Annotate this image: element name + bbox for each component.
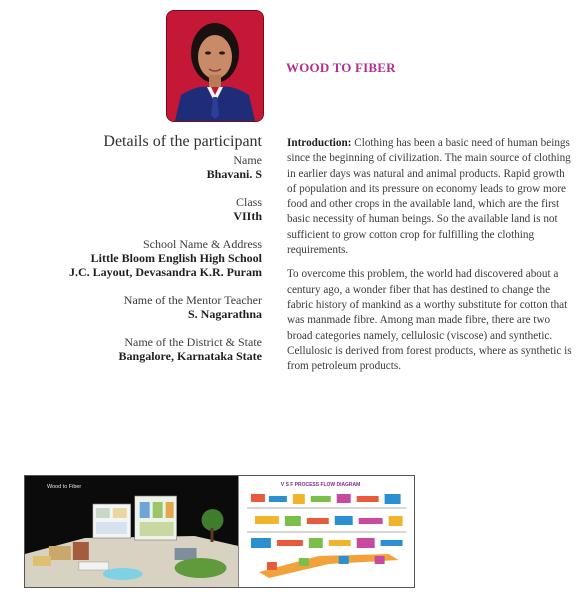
district-state: Bangalore, Karnataka State — [118, 349, 262, 363]
process-flow-diagram — [238, 476, 414, 587]
second-paragraph: To overcome this problem, the world had discovered about a century ago, a wonder fiber that has destined to change the fabric history of mankind as a worthy substitute for cotton that was manmade fibre. Among man made fibre, there are two broad categories namely, cellulosic (viscose) and synthetic. Cellulosic is derived from forest products, where as synthetic is from petroleum products. — [287, 268, 572, 373]
district-label: Name of the District & State — [124, 335, 262, 349]
participant-name: Bhavani. S — [206, 167, 262, 181]
article-title: WOOD TO FIBER — [286, 60, 396, 75]
school-label: School Name & Address — [143, 237, 262, 251]
article-body — [287, 136, 574, 383]
school-name: Little Bloom English High School — [90, 251, 262, 265]
class-label: Class — [235, 195, 262, 209]
intro-text: Clothing has been a basic need of human beings since the beginning of civilization. The main source of clothing in earlier days was natural and animal products. Rapid growth of population and its pressure on economy leads to grow more food and other crops in the available land, which are the first basic necessity of human beings. So the available land is not sufficient to grow cotton crop for fulfilling the clothing requirements. — [287, 137, 571, 257]
participant-details — [40, 133, 262, 363]
mentor-label: Name of the Mentor Teacher — [123, 293, 262, 307]
participant-photo — [166, 10, 264, 122]
intro-paragraph — [287, 136, 574, 258]
model-photo — [25, 476, 238, 587]
figure-strip — [24, 475, 415, 588]
diagram-caption: V S F PROCESS FLOW DIAGRAM — [281, 481, 361, 489]
school-address: J.C. Layout, Devasandra K.R. Puram — [68, 265, 262, 279]
mentor-name: S. Nagarathna — [187, 307, 262, 321]
name-label: Name — [233, 153, 262, 167]
participant-class: VIIth — [233, 209, 262, 223]
model-photo-caption: Wood to Fiber — [46, 483, 82, 491]
details-heading: Details of the participant — [103, 133, 262, 150]
intro-lead: Introduction: — [287, 137, 352, 149]
